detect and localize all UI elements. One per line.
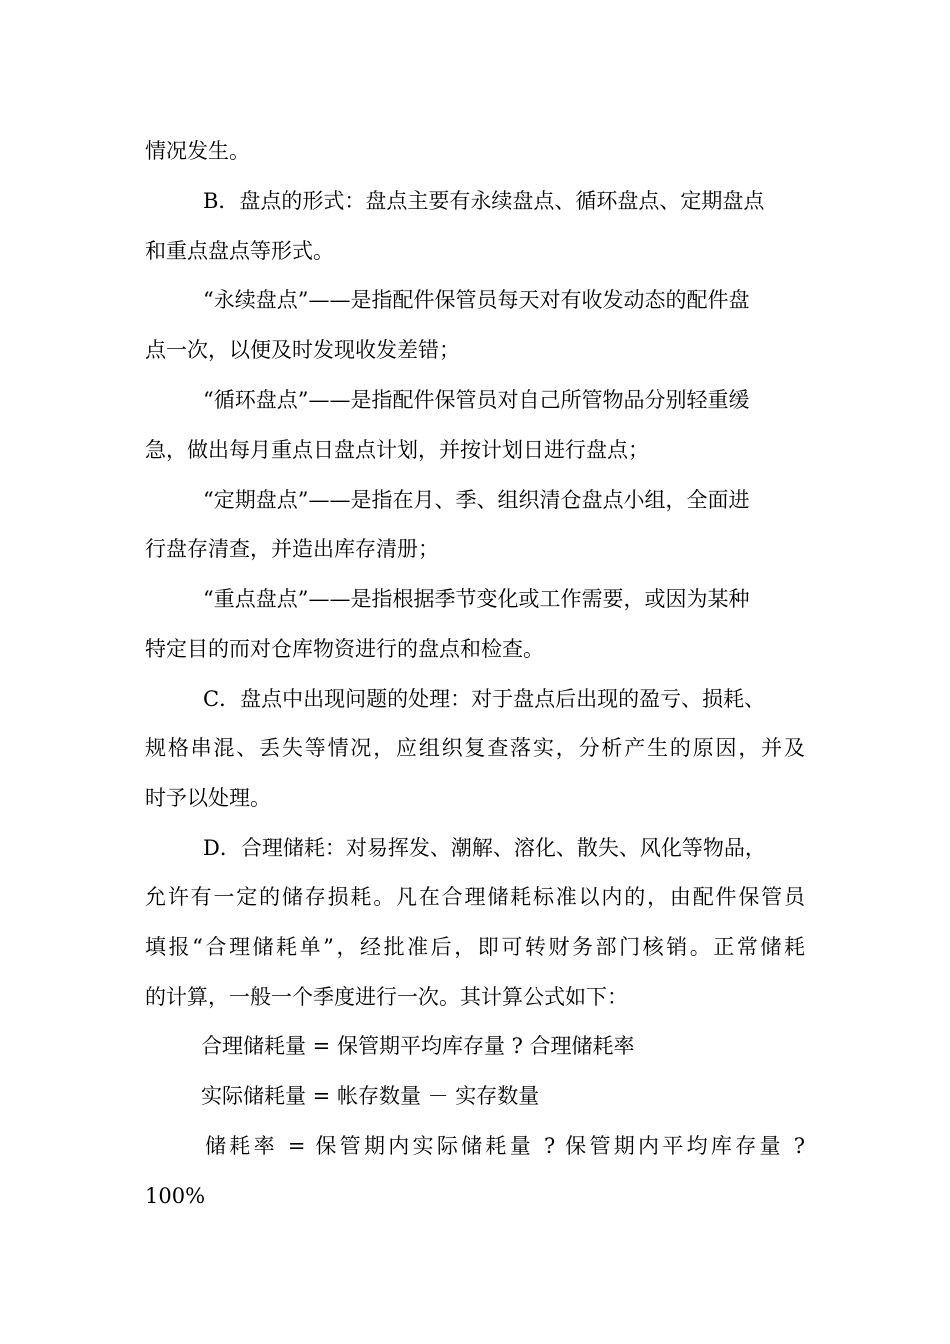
definition-key: “重点盘点”——是指根据季节变化或工作需要，或因为某种 — [203, 587, 750, 611]
text-line: 时予以处理。 — [145, 786, 271, 810]
text-line: 的计算，一般一个季度进行一次。其计算公式如下： — [145, 985, 628, 1009]
formula-loss-rate-continued: 100% — [145, 1184, 206, 1208]
text-line: 点一次，以便及时发现收发差错； — [145, 338, 460, 362]
text-line: 特定目的而对仓库物资进行的盘点和检查。 — [145, 637, 544, 661]
text-line: 急，做出每月重点日盘点计划，并按计划日进行盘点； — [145, 438, 649, 462]
formula-reasonable-loss: 合理储耗量 = 保管期平均库存量 ? 合理储耗率 — [201, 1034, 635, 1058]
formula-actual-loss: 实际储耗量 = 帐存数量 － 实存数量 — [201, 1084, 540, 1108]
formula-loss-rate: 储耗率 = 保管期内实际储耗量 ? 保管期内平均库存量 ? — [205, 1134, 805, 1158]
text-line: 填报“合理储耗单”，经批准后，即可转财务部门核销。正常储耗 — [145, 935, 805, 959]
paragraph-b-heading: B．盘点的形式：盘点主要有永续盘点、循环盘点、定期盘点 — [203, 189, 765, 213]
definition-periodic: “定期盘点”——是指在月、季、组织清仓盘点小组，全面进 — [203, 488, 750, 512]
paragraph-d-heading: D．合理储耗：对易挥发、潮解、溶化、散失、风化等物品， — [203, 836, 766, 860]
definition-perpetual: “永续盘点”——是指配件保管员每天对有收发动态的配件盘 — [203, 288, 750, 312]
paragraph-c-heading: C．盘点中出现问题的处理：对于盘点后出现的盈亏、损耗、 — [203, 687, 766, 711]
text-line: 和重点盘点等形式。 — [145, 239, 334, 263]
text-line: 情况发生。 — [145, 139, 250, 163]
text-line: 允许有一定的储存损耗。凡在合理储耗标准以内的，由配件保管员 — [145, 885, 805, 909]
text-line: 规格串混、丢失等情况，应组织复查落实，分析产生的原因，并及 — [145, 736, 805, 760]
definition-cycle: “循环盘点”——是指配件保管员对自己所管物品分别轻重缓 — [203, 388, 750, 412]
text-line: 行盘存清查，并造出库存清册； — [145, 537, 439, 561]
